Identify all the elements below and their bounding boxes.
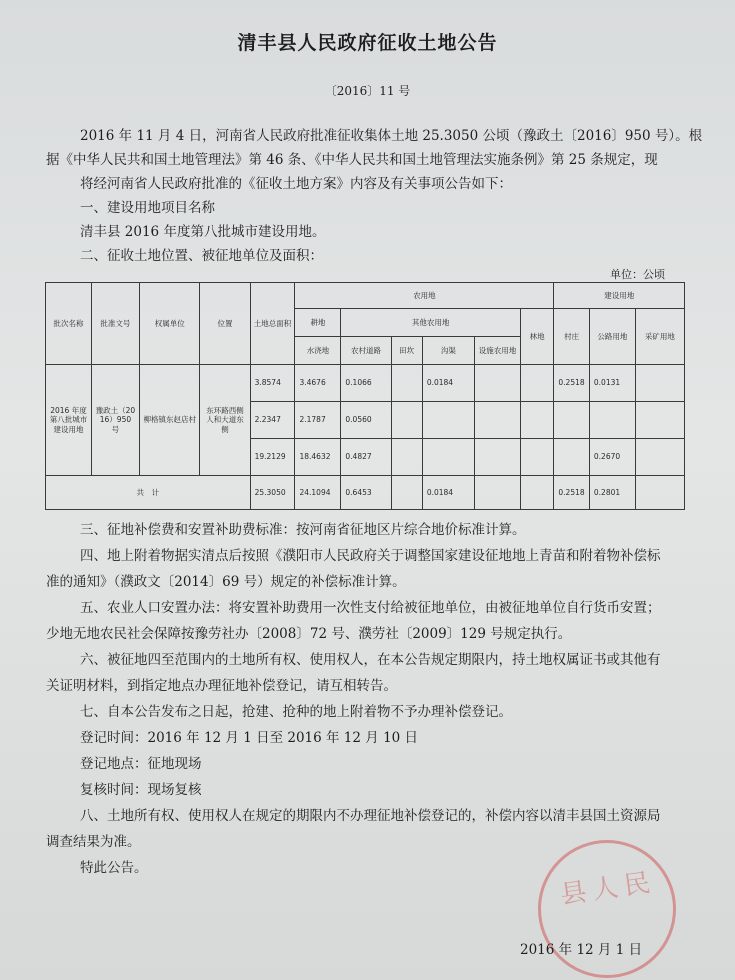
- cell-total: 19.2129: [250, 439, 295, 476]
- sum-ditch: 0.0184: [422, 476, 474, 510]
- cell-village-road: 0.1066: [341, 365, 391, 402]
- body-line: 登记时间：2016 年 12 月 1 日至 2016 年 12 月 10 日: [80, 730, 419, 746]
- cell-total: 3.8574: [250, 365, 295, 402]
- body-line: 八、土地所有权、使用权人在规定的期限内不办理征地补偿登记的，补偿内容以清丰县国土资源局: [80, 808, 661, 824]
- body-line: 少地无地农民社会保障按豫劳社办〔2008〕72 号、濮劳社〔2009〕129 号规定执行。: [46, 626, 572, 642]
- sum-field-ridge: [391, 476, 422, 510]
- header-forest: 林地: [520, 309, 553, 365]
- body-line: 登记地点：征地现场: [80, 756, 202, 772]
- cell-irrigated: 18.4632: [295, 439, 341, 476]
- cell-mining: [635, 439, 684, 476]
- header-facility: 设施农用地: [475, 337, 521, 365]
- sum-village-road: 0.6453: [341, 476, 391, 510]
- sum-road: 0.2801: [589, 476, 635, 510]
- header-total: 土地总面积: [250, 283, 295, 365]
- unit-label: 单位：公顷: [610, 268, 665, 281]
- cell-facility: [475, 402, 521, 439]
- header-agricultural: 农用地: [295, 283, 554, 309]
- header-irrigated: 水浇地: [295, 337, 341, 365]
- cell-village-road: 0.0560: [341, 402, 391, 439]
- sum-irrigated: 24.1094: [295, 476, 341, 510]
- cell-ditch: 0.0184: [422, 365, 474, 402]
- cell-owner: 柳格镇东赵店村: [139, 365, 200, 476]
- cell-ditch: [422, 402, 474, 439]
- section1-body: 清丰县 2016 年度第八批城市建设用地。: [80, 224, 326, 240]
- cell-approval-no: 豫政土（2016）950 号: [91, 365, 139, 476]
- body-line: 特此公告。: [80, 860, 148, 876]
- land-table: [45, 282, 685, 510]
- cell-village: [554, 402, 589, 439]
- document-number: 〔2016〕11 号: [324, 84, 411, 98]
- header-village-road: 农村道路: [341, 337, 391, 365]
- cell-mining: [635, 402, 684, 439]
- body-line: 七、自本公告发布之日起，抢建、抢种的地上附着物不予办理补偿登记。: [80, 704, 512, 720]
- sum-village: 0.2518: [554, 476, 589, 510]
- header-owner: 权属单位: [139, 283, 200, 365]
- header-construction: 建设用地: [554, 283, 685, 309]
- cell-road: [589, 402, 635, 439]
- intro-line: 将经河南省人民政府批准的《征收土地方案》内容及有关事项公告如下：: [80, 176, 512, 192]
- body-line: 五、农业人口安置办法：将安置补助费用一次性支付给被征地单位，由被征地单位自行货币安置；: [80, 600, 661, 616]
- cell-road: 0.0131: [589, 365, 635, 402]
- cell-field-ridge: [391, 439, 422, 476]
- cell-irrigated: 2.1787: [295, 402, 341, 439]
- section1-heading: 一、建设用地项目名称: [80, 200, 215, 216]
- cell-ditch: [422, 439, 474, 476]
- cell-irrigated: 3.4676: [295, 365, 341, 402]
- body-line: 六、被征地四至范围内的土地所有权、使用权人，在本公告规定期限内，持土地权属证书或其他有: [80, 652, 661, 668]
- cell-batch-name: 2016 年度第八批城市建设用地: [46, 365, 92, 476]
- cell-total: 2.2347: [250, 402, 295, 439]
- cell-forest: [520, 402, 553, 439]
- announcement-date: 2016 年 12 月 1 日: [520, 942, 643, 958]
- sum-mining: [635, 476, 684, 510]
- sum-total: 25.3050: [250, 476, 295, 510]
- cell-field-ridge: [391, 402, 422, 439]
- cell-road: 0.2670: [589, 439, 635, 476]
- header-village: 村庄: [554, 309, 589, 365]
- cell-forest: [520, 365, 553, 402]
- cell-forest: [520, 439, 553, 476]
- header-road: 公路用地: [589, 309, 635, 365]
- cell-village: [554, 439, 589, 476]
- document-title: 清丰县人民政府征收土地公告: [237, 32, 498, 54]
- body-line: 四、地上附着物据实清点后按照《濮阳市人民政府关于调整国家建设征地地上青苗和附着物补偿标: [80, 548, 661, 564]
- cell-village-road: 0.4827: [341, 439, 391, 476]
- header-other-agricultural: 其他农用地: [341, 309, 521, 337]
- header-location: 位置: [200, 283, 250, 365]
- body-line: 关证明材料，到指定地点办理征地补偿登记，请互相转告。: [46, 678, 397, 694]
- cell-mining: [635, 365, 684, 402]
- sum-label: 共 计: [46, 476, 251, 510]
- body-line: 调查结果为准。: [46, 834, 141, 850]
- body-line: 三、征地补偿费和安置补助费标准：按河南省征地区片综合地价标准计算。: [80, 522, 526, 538]
- header-ditch: 沟渠: [422, 337, 474, 365]
- body-line: 准的通知》（濮政文〔2014〕69 号）规定的补偿标准计算。: [46, 574, 406, 590]
- cell-facility: [475, 439, 521, 476]
- header-cultivated: 耕地: [295, 309, 341, 337]
- body-line: 复核时间：现场复核: [80, 782, 202, 798]
- cell-facility: [475, 365, 521, 402]
- sum-facility: [475, 476, 521, 510]
- section2-heading: 二、征收土地位置、被征地单位及面积：: [80, 248, 323, 264]
- header-batch: 批次名称: [46, 283, 92, 365]
- header-mining: 采矿用地: [635, 309, 684, 365]
- cell-village: 0.2518: [554, 365, 589, 402]
- cell-location: 东环路西侧人和大道东侧: [200, 365, 250, 476]
- header-approval: 批准文号: [91, 283, 139, 365]
- sum-forest: [520, 476, 553, 510]
- header-field-ridge: 田坎: [391, 337, 422, 365]
- official-seal-text: 县人民: [558, 867, 658, 911]
- intro-line: 2016 年 11 月 4 日，河南省人民政府批准征收集体土地 25.3050 公顷（豫政土〔2016〕950 号）。根: [80, 128, 703, 144]
- intro-line: 据《中华人民共和国土地管理法》第 46 条、《中华人民共和国土地管理法实施条例》第 25 条规定，现: [46, 152, 658, 168]
- cell-field-ridge: [391, 365, 422, 402]
